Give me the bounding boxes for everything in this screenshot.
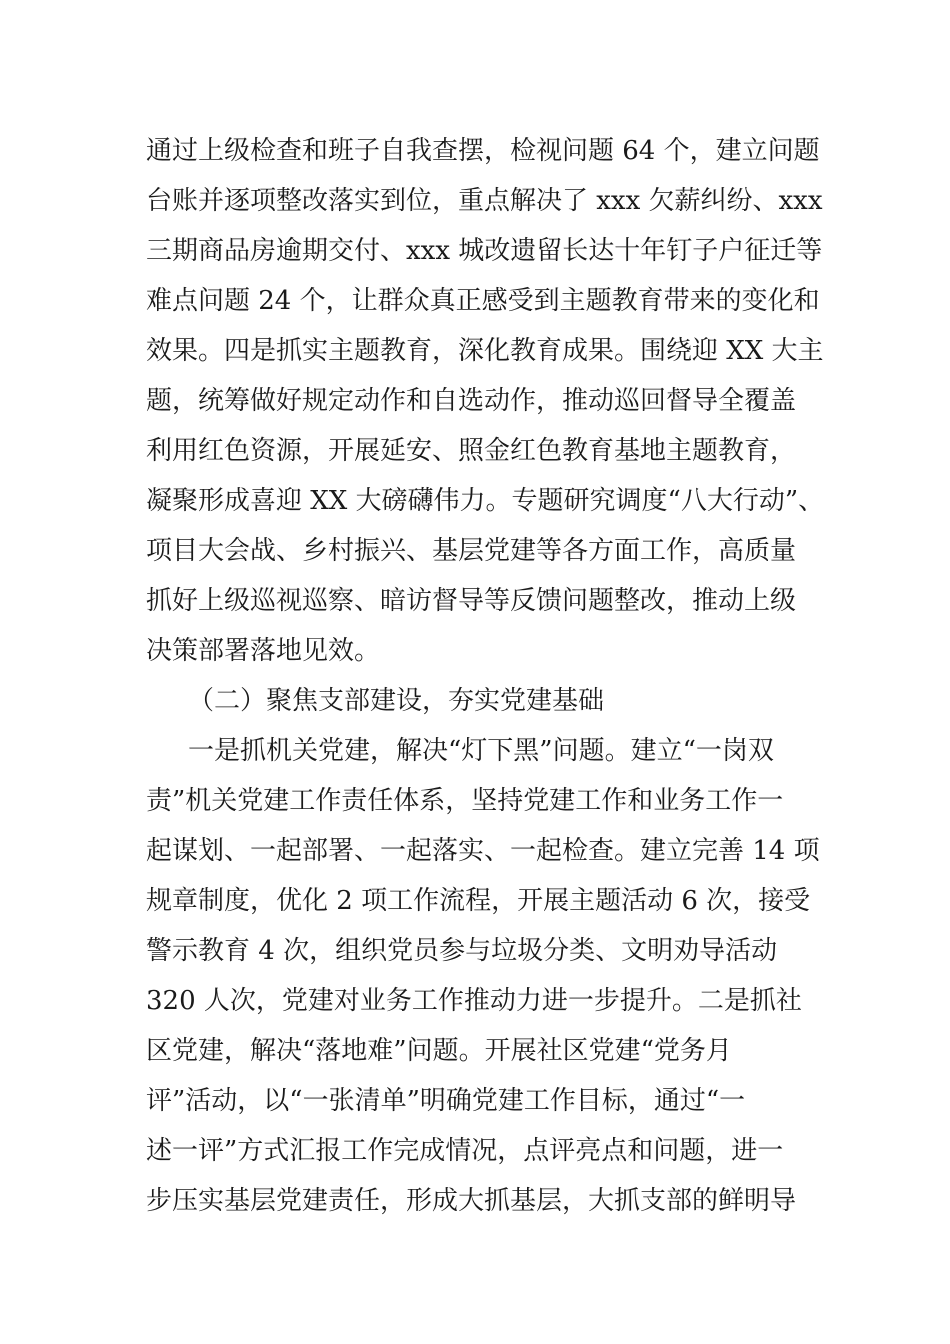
section-heading: （二）聚焦支部建设，夯实党建基础 [188, 686, 605, 716]
text-line: 题，统筹做好规定动作和自选动作，推动巡回督导全覆盖 [146, 386, 797, 416]
text-line: 评”活动，以“一张清单”明确党建工作目标，通过“一 [146, 1086, 746, 1116]
text-line: 利用红色资源，开展延安、照金红色教育基地主题教育， [146, 436, 797, 466]
text-line: 起谋划、一起部署、一起落实、一起检查。建立完善 14 项 [146, 836, 820, 866]
text-line: 难点问题 24 个，让群众真正感受到主题教育带来的变化和 [146, 286, 820, 316]
text-line: 效果。四是抓实主题教育，深化教育成果。围绕迎 XX 大主 [146, 336, 824, 366]
text-line: 台账并逐项整改落实到位，重点解决了 xxx 欠薪纠纷、xxx [146, 186, 823, 216]
text-line: 述一评”方式汇报工作完成情况，点评亮点和问题，进一 [146, 1136, 784, 1166]
text-line: 通过上级检查和班子自我查摆，检视问题 64 个，建立问题 [146, 136, 820, 166]
text-line: 规章制度，优化 2 项工作流程，开展主题活动 6 次，接受 [146, 886, 811, 916]
text-line: 项目大会战、乡村振兴、基层党建等各方面工作，高质量 [146, 536, 797, 566]
text-line: 步压实基层党建责任，形成大抓基层，大抓支部的鲜明导 [146, 1186, 797, 1216]
text-line: 凝聚形成喜迎 XX 大磅礴伟力。专题研究调度“八大行动”、 [146, 486, 825, 516]
text-line: 区党建，解决“落地难”问题。开展社区党建“党务月 [146, 1036, 732, 1066]
text-line: 320 人次，党建对业务工作推动力进一步提升。二是抓社 [146, 986, 802, 1016]
text-line: 决策部署落地见效。 [146, 636, 381, 666]
text-line: 一是抓机关党建，解决“灯下黑”问题。建立“一岗双 [188, 736, 774, 766]
text-line: 警示教育 4 次，组织党员参与垃圾分类、文明劝导活动 [146, 936, 778, 966]
text-line: 责”机关党建工作责任体系，坚持党建工作和业务工作一 [146, 786, 784, 816]
text-line: 三期商品房逾期交付、xxx 城改遗留长达十年钉子户征迁等 [146, 236, 823, 266]
text-line: 抓好上级巡视巡察、暗访督导等反馈问题整改，推动上级 [146, 586, 797, 616]
